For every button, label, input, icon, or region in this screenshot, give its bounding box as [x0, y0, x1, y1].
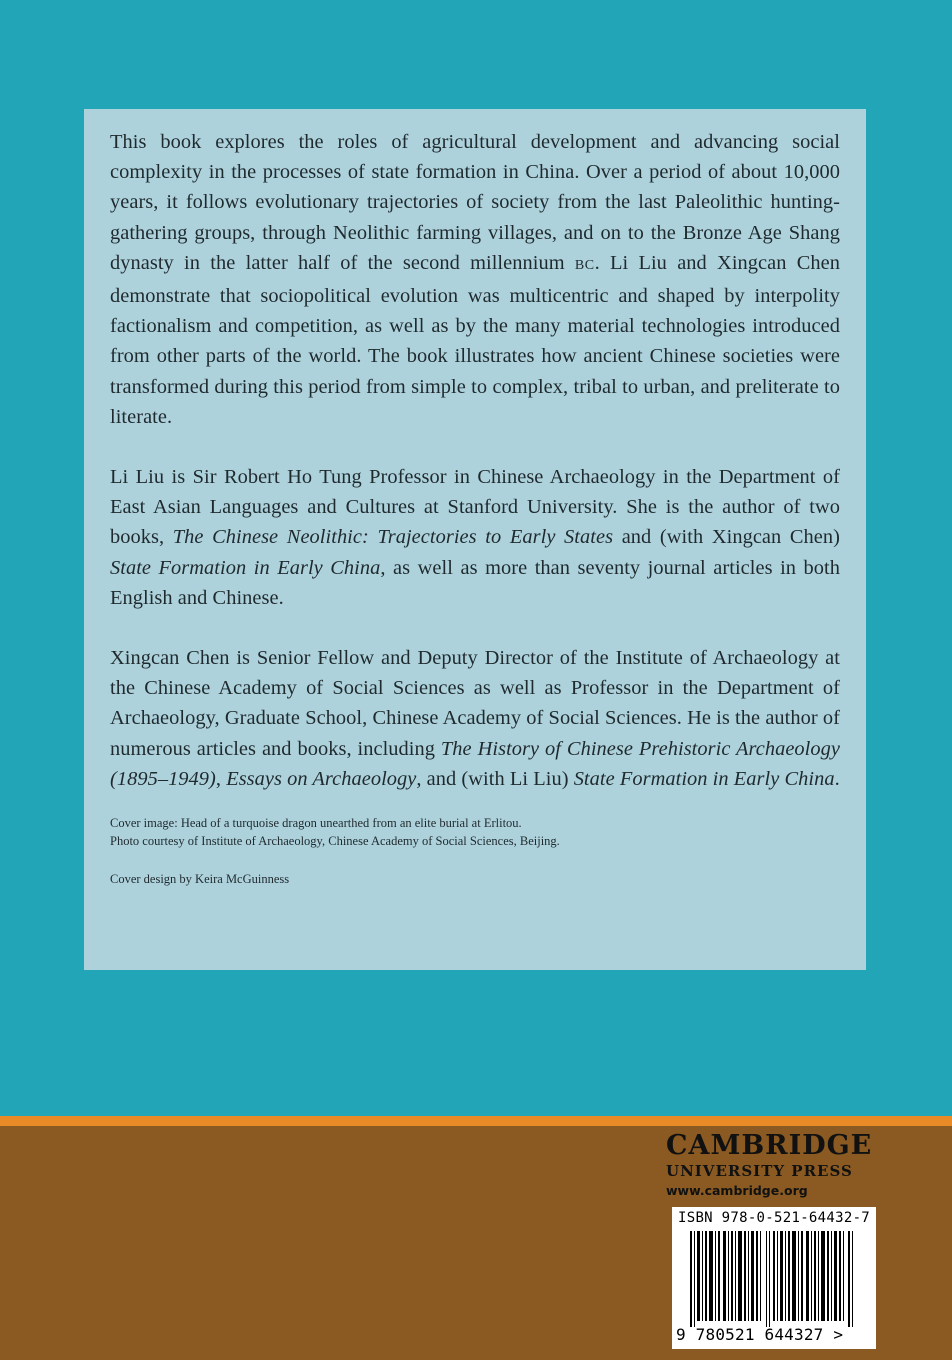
isbn-barcode-box — [672, 1207, 876, 1349]
publisher-logo — [666, 1131, 876, 1200]
orange-divider-stripe — [0, 1116, 952, 1126]
photo-credit: Photo courtesy of Institute of Archaeology, Chinese Academy of Social Sciences, Beijing. — [110, 834, 560, 849]
back-cover-text-panel — [84, 109, 866, 970]
barcode-icon — [678, 1231, 870, 1327]
cover-design-credit: Cover design by Keira McGuinness — [110, 872, 290, 887]
publisher-url: www.cambridge.org — [666, 1183, 808, 1198]
cover-credits — [110, 814, 840, 888]
cover-image-credit: Cover image: Head of a turquoise dragon unearthed from an elite burial at Erlitou. — [110, 816, 522, 831]
description-paragraph: This book explores the roles of agricultural development and advancing social complexity in the processes of state formation in China. Over a period of about 10,000 years, it follows evolutionary trajectories of society from the last Paleolithic hunting-gathering groups, through Neolithic farming villages, and on to the Bronze Age Shang dynasty in the latter half of the second millennium BC. Li Liu and Xingcan Chen demonstrate that sociopolitical evolution was multicentric and shaped by interpolity factionalism and competition, as well as by the many material technologies introduced from other parts of the world. The book illustrates how ancient Chinese societies were transformed during this period from simple to complex, tribal to urban, and preliterate to literate. — [110, 131, 840, 428]
isbn-label: ISBN 978-0-521-64432-7 — [678, 1210, 871, 1226]
li-liu-bio-paragraph: Li Liu is Sir Robert Ho Tung Professor in Chinese Archaeology in the Department of East Asian Languages and Cultures at Stanford University. She is the author of two books, The Chinese Neolithic: Trajectories to Early States and (with Xingcan Chen) State Formation in Early China, as well as more than seventy journal articles in both English and Chinese. — [110, 466, 841, 609]
publisher-name: CAMBRIDGE — [666, 1130, 873, 1161]
xingcan-chen-bio-paragraph: Xingcan Chen is Senior Fellow and Deputy Director of the Institute of Archaeology at the Chinese Academy of Social Sciences as well as Professor in the Department of Archaeology, Graduate School, Chinese Academy of Social Sciences. He is the author of numerous articles and books, including The History of Chinese Prehistoric Archaeology (1895–1949), Essays on Archaeology, and (with Li Liu) State Formation in Early China. — [110, 647, 840, 790]
barcode-digits: 9 780521 644327 > — [676, 1325, 844, 1344]
publisher-subtitle: UNIVERSITY PRESS — [666, 1162, 853, 1180]
